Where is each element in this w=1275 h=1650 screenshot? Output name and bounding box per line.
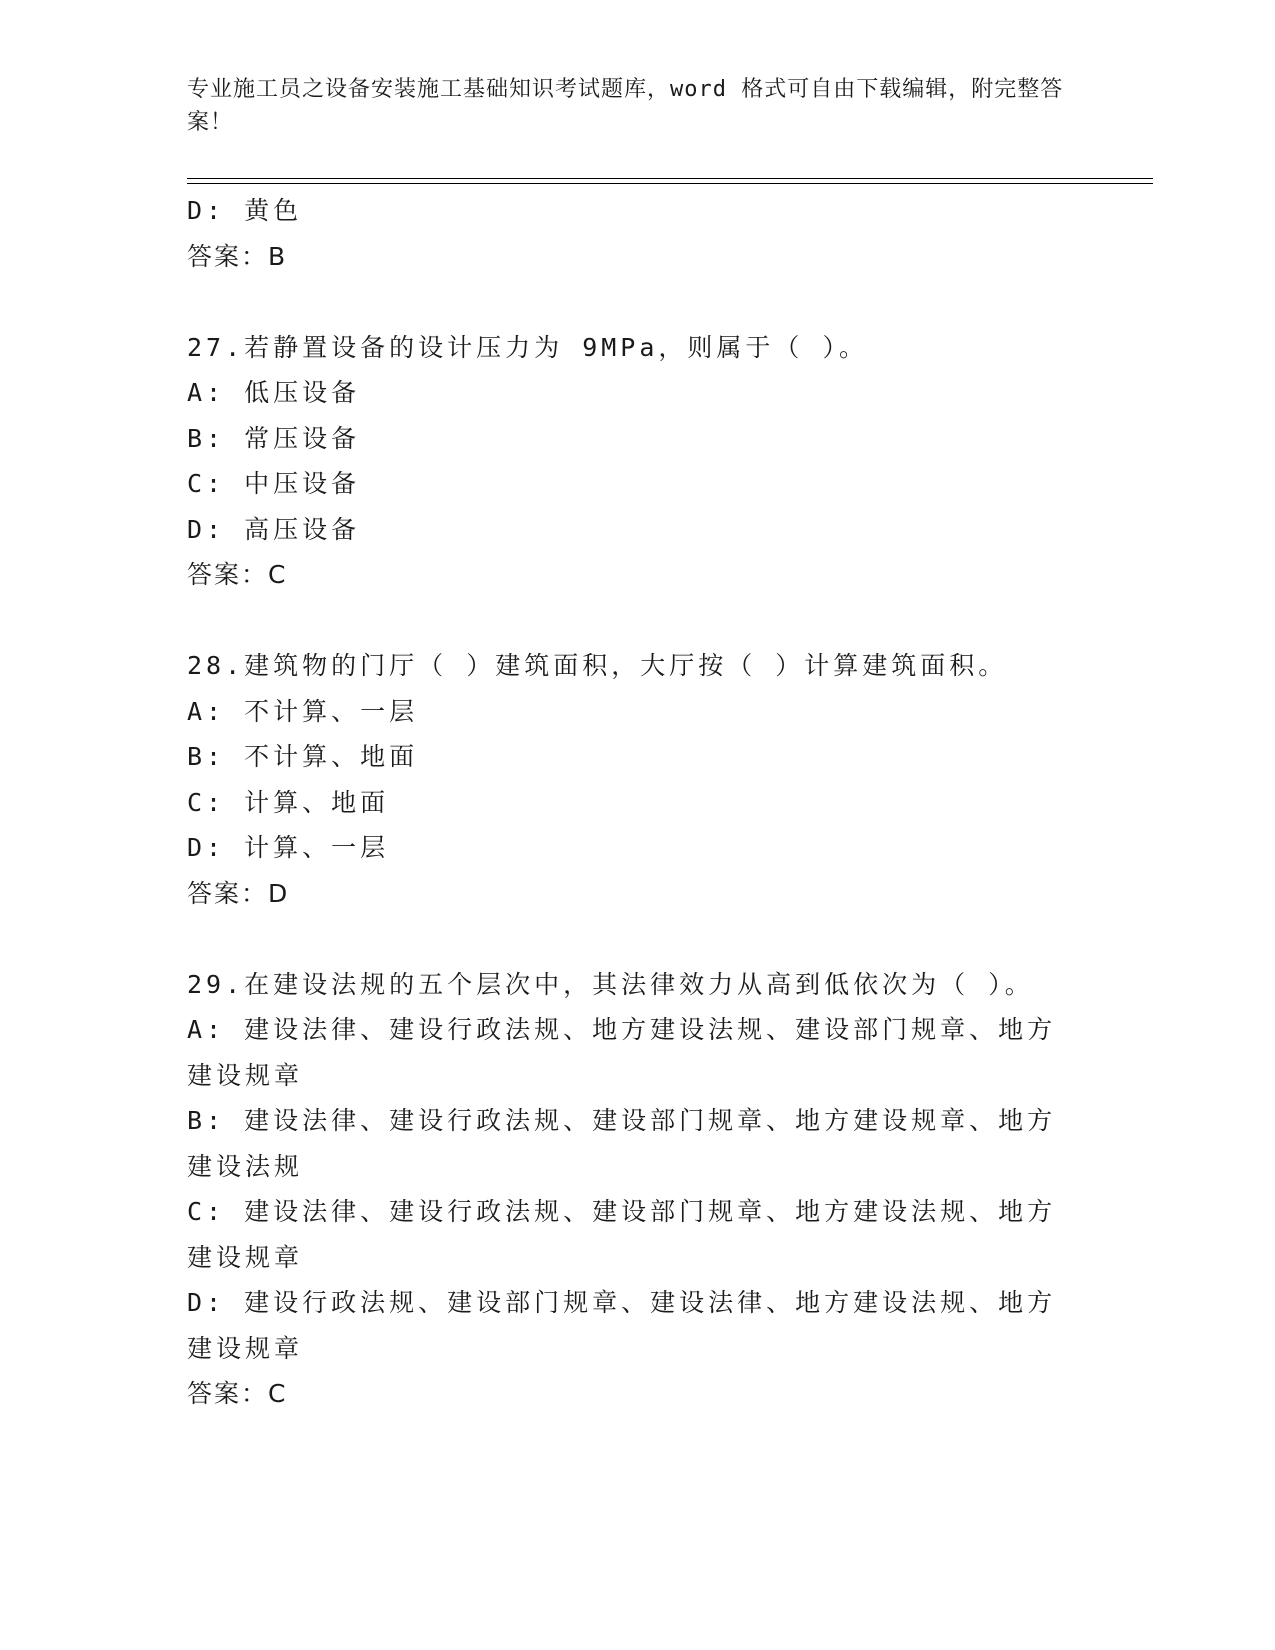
question-29: [187, 962, 1087, 1417]
option-d: D: 黄色: [187, 196, 303, 225]
header-rule-top: [187, 178, 1153, 179]
question-27: [187, 325, 1087, 598]
option-b: B: 不计算、地面: [187, 742, 419, 771]
option-c: C: 建设法律、建设行政法规、建设部门规章、地方建设法规、地方建设规章: [187, 1197, 1057, 1272]
option-a: A: 建设法律、建设行政法规、地方建设法规、建设部门规章、地方建设规章: [187, 1015, 1057, 1090]
header-rule-bottom: [187, 183, 1153, 184]
spacer: [187, 598, 1087, 644]
question-28: [187, 643, 1087, 916]
answer: 答案：C: [187, 1379, 288, 1408]
option-a: A: 低压设备: [187, 378, 361, 407]
option-d: D: 计算、一层: [187, 833, 390, 862]
answer: 答案：B: [187, 241, 288, 271]
option-a: A: 不计算、一层: [187, 696, 419, 726]
document-header: 专业施工员之设备安装施工基础知识考试题库，word 格式可自由下载编辑，附完整答案！: [187, 77, 1064, 135]
answer: 答案：D: [187, 878, 290, 908]
spacer: [187, 916, 1087, 962]
option-b: B: 常压设备: [187, 423, 361, 453]
option-b: B: 建设法律、建设行政法规、建设部门规章、地方建设规章、地方建设法规: [187, 1106, 1057, 1181]
question-list: [187, 188, 1087, 1417]
option-c: C: 计算、地面: [187, 787, 390, 817]
question-stem: 28.建筑物的门厅（ ）建筑面积，大厅按（ ）计算建筑面积。: [187, 651, 1008, 680]
question-stem: 27.若静置设备的设计压力为 9MPa，则属于（ ）。: [187, 332, 868, 362]
option-d: D: 高压设备: [187, 514, 361, 544]
spacer: [187, 279, 1087, 325]
option-c: C: 中压设备: [187, 469, 361, 498]
option-d: D: 建设行政法规、建设部门规章、建设法律、地方建设法规、地方建设规章: [187, 1288, 1057, 1363]
answer: 答案：C: [187, 560, 288, 589]
question-stem: 29.在建设法规的五个层次中，其法律效力从高到低依次为（ ）。: [187, 969, 1034, 999]
